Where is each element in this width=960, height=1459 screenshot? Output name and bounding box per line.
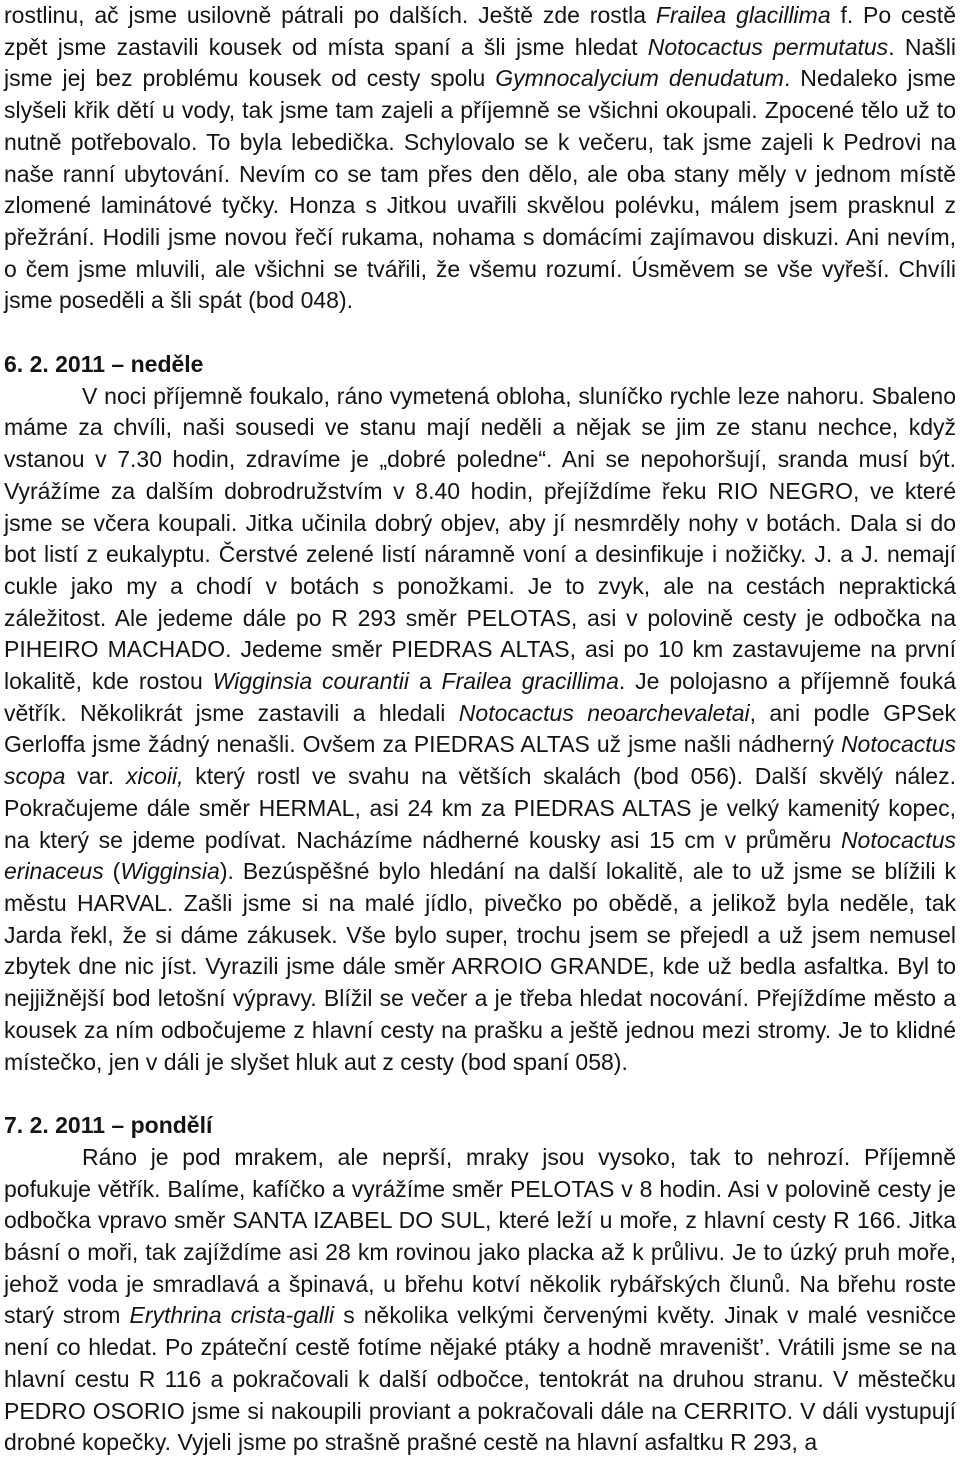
date-heading-sunday: 6. 2. 2011 – neděle <box>4 351 204 378</box>
text-run: . Našli jsme jej bez problému kousek od cesty spolu <box>4 33 956 92</box>
paragraph-gap <box>4 1078 956 1110</box>
text-run: V noci příjemně foukalo, ráno vymetená obloha, sluníčko rychle leze nahoru. Sbaleno máme za chvíli, naši sousedi ve stanu mají neděli a nějak se jim ze stanu nechce, když vstanou v 7.30 hodin, zdravíme je „dobré poledne“. Ani se nepohoršují, sranda musí být. Vyrážíme za dalším dobrodružstvím v 8.40 hodin, přejíždíme řeku RIO NEGRO, ve které jsme se včera koupali. Jitka učinila dobrý objev, aby jí nesmrděly nohy v botách. Dala si do bot listí z eukalyptu. Čerstvé zelené listí náramně voní a desinfikuje i nožičky. J. a J. nemají cukle jako my a chodí v botách s ponožkami. Je to zvyk, ale na cestách nepraktická záležitost. Ale jedeme dále po R 293 směr PELOTAS, asi v polovině cesty je odbočka na PIHEIRO MACHADO. Jedeme směr PIEDRAS ALTAS, asi po 10 km zastavujeme na první lokalitě, kde rostou <box>4 382 956 695</box>
italic-text-run: Frailea glacillima <box>655 2 831 28</box>
italic-text-run: Wigginsia <box>120 858 220 885</box>
text-run: a <box>408 668 442 695</box>
italic-text-run: Notocactus neoarchevaletai <box>458 699 750 726</box>
italic-text-run: Frailea gracillima <box>441 668 619 695</box>
italic-text-run: Notocactus permutatus <box>647 33 889 60</box>
text-run: var. <box>65 763 126 790</box>
text-run: f. Po cestě zpět jsme zastavili kousek od místa spaní a šli jsme hledat <box>4 2 956 60</box>
italic-text-run: Notocactus scopa <box>4 731 956 790</box>
italic-text-run: Wigginsia courantii <box>212 668 409 695</box>
italic-text-run: Notocactus erinaceus <box>4 826 956 885</box>
italic-text-run: Erythrina crista-galli <box>129 1302 335 1329</box>
paragraph-3 <box>4 1142 956 1459</box>
date-heading-monday: 7. 2. 2011 – pondělí <box>4 1112 213 1139</box>
paragraph-1 <box>4 0 956 317</box>
italic-text-run: xicoii, <box>125 763 184 790</box>
text-run: Ráno je pod mrakem, ale neprší, mraky jsou vysoko, tak to nehrozí. Příjemně pofukuje větřík. Balíme, kafíčko a vyrážíme směr PELOTAS v 8 hodin. Asi v polovině cesty je odbočka vpravo směr SANTA IZABEL DO SUL, které leží u moře, z hlavní cesty R 166. Jitka básní o moři, tak zajíždíme asi 28 km rovinou jako placka až k průlivu. Je to úzký pruh moře, jehož voda je smradlavá a špinavá, u břehu kotví několik rybářských člunů. Na břehu roste starý strom <box>4 1143 956 1329</box>
paragraph-gap <box>4 317 956 349</box>
text-run: . Nedaleko jsme slyšeli křik dětí u vody, tak jsme tam zajeli a příjemně se všichni okoupali. Zpocené tělo už to nutně potřebovalo. To byla lebedička. Schylovalo se k večeru, tak jsme zajeli k Pedrovi na naše ranní ubytování. Nevím co se tam přes den dělo, ale oba stany měly v jednom místě zlomené laminátové tyčky. Honza s Jitkou uvařili skvělou polévku, málem jsem prasknul z přežrání. Hodili jsme novou řečí rukama, nohama s domácími zajímavou diskuzi. Ani nevím, o čem jsme mluvili, ale všichni se tvářili, že všemu rozumí. Úsměvem se vše vyřeší. Chvíli jsme poseděli a šli spát (bod 048). <box>4 65 956 314</box>
italic-text-run: Gymnocalycium denudatum <box>495 65 784 92</box>
paragraph-2 <box>4 381 956 1078</box>
text-run: ( <box>103 858 121 885</box>
text-run: který rostl ve svahu na větších skalách (bod 056). Další skvělý nález. Pokračujeme dále směr HERMAL, asi 24 km za PIEDRAS ALTAS je velký kamenitý kopec, na který se jdeme podívat. Nacházíme nádherné kousky asi 15 cm v průměru <box>4 763 956 853</box>
document-page <box>4 0 956 1459</box>
text-run: . Je polojasno a příjemně fouká větřík. Několikrát jsme zastavili a hledali <box>4 668 956 726</box>
text-run: ). Bezúspěšné bylo hledání na další lokalitě, ale to už jsme se blížili k městu HARVAL. Zašli jsme si na malé jídlo, pivečko po obědě, a jelikož byla neděle, tak Jarda řekl, že si dáme zákusek. Vše bylo super, trochu jsem se přejedl a už jsem nemusel zbytek dne nic jíst. Vyrazili jsme dále směr ARROIO GRANDE, kde už bedla asfaltka. Byl to nejjižnější bod letošní výpravy. Blížil se večer a je třeba hledat nocování. Přejíždíme město a kousek za ním odbočujeme z hlavní cesty na prašku a ještě jednou mezi stromy. Je to klidné místečko, jen v dáli je slyšet hluk aut z cesty (bod spaní 058). <box>4 858 956 1075</box>
text-run: , ani podle GPSek Gerloffa jsme žádný nenašli. Ovšem za PIEDRAS ALTAS už jsme našli nádherný <box>4 699 956 758</box>
text-run: s několika velkými červenými květy. Jinak v malé vesničce není co hledat. Po zpáteční cestě fotíme nějaké ptáky a hodně mraveništ’. Vrátili jsme se na hlavní cestu R 116 a pokračovali k další odbočce, tentokrát na druhou stranu. V městečku PEDRO OSORIO jsme si nakoupili proviant a pokračovali dále na CERRITO. V dáli vystupují drobné kopečky. Vyjeli jsme po strašně prašné cestě na hlavní asfaltku R 293, a <box>4 1302 957 1456</box>
text-run: rostlinu, ač jsme usilovně pátrali po dalších. Ještě zde rostla <box>4 2 656 28</box>
